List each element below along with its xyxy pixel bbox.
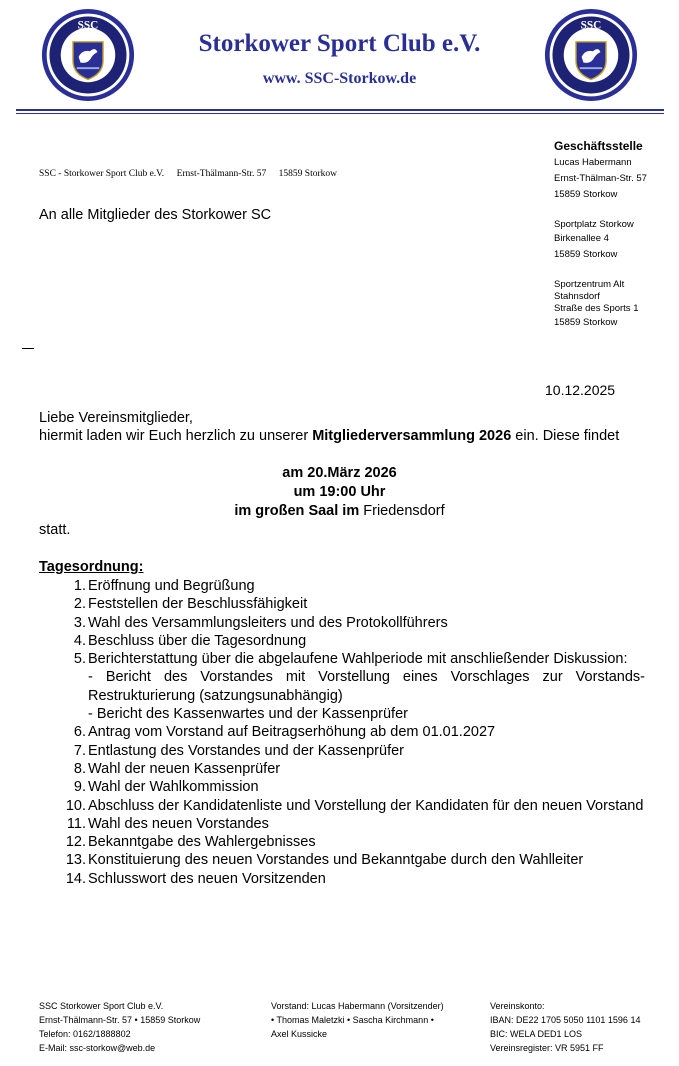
agenda-list (39, 577, 645, 888)
footer-phone: Telefon: 0162/1888802 (39, 1029, 131, 1039)
meeting-details (0, 464, 679, 521)
svg-text:SSC: SSC (77, 19, 99, 32)
intro-text: hiermit laden wir Euch herzlich zu unserer (39, 428, 313, 444)
sportzentrum-name: Sportzentrum Alt (554, 279, 625, 290)
sidebar-heading: Geschäftsstelle (554, 139, 643, 153)
footer-register: Vereinsregister: VR 5951 FF (490, 1043, 604, 1053)
agenda-title: Tagesordnung: (39, 559, 144, 575)
agenda-item: 3. Wahl des Versammlungsleiters und des Protokollführers (73, 614, 448, 631)
sportplatz-city: 15859 Storkow (554, 249, 618, 260)
agenda-item: 11. Wahl des neuen Vorstandes (66, 815, 269, 832)
footer-bank (490, 999, 640, 1055)
footer-board-line: Axel Kussicke (271, 1029, 328, 1039)
agenda-item: 5. Berichterstattung über die abgelaufene Wahlperiode mit anschließender Diskussion: - Bericht des Vorstandes mit Vorstellung eines Vorschlages zur Vorstands-Restrukturierung (satzungsunabhängig) - Bericht des Kassenwartes und der Kassenprüfer (73, 651, 645, 723)
recipient: An alle Mitglieder des Storkower SC (39, 207, 272, 223)
intro-text-end: ein. Diese findet (511, 428, 620, 444)
intro-bold: Mitgliederversammlung 2026 (312, 428, 512, 444)
meeting-time: um 19:00 Uhr (293, 484, 386, 500)
sportzentrum-street: Straße des Sports 1 (554, 303, 639, 314)
agenda-item: 4. Beschluss über die Tagesordnung (73, 632, 307, 649)
meeting-place (0, 502, 679, 521)
footer-board-line: • Thomas Maletzki • Sascha Kirchmann • (271, 1015, 434, 1025)
sportzentrum-name-2: Stahnsdorf (554, 291, 600, 302)
svg-text:SSC: SSC (580, 19, 602, 32)
agenda-item: 9. Wahl der Wahlkommission (73, 779, 259, 796)
footer-address (39, 999, 200, 1055)
sportplatz-name: Sportplatz Storkow (554, 219, 634, 230)
footer-email[interactable]: E-Mail: ssc-storkow@web.de (39, 1043, 156, 1053)
sender-city: 15859 Storkow (278, 169, 337, 179)
office-street: Ernst-Thälman-Str. 57 (554, 173, 647, 184)
letter-body (39, 409, 645, 445)
footer-bank-heading: Vereinskonto: (490, 1001, 545, 1011)
letter-date: 10.12.2025 (545, 382, 616, 398)
office-name: Lucas Habermann (554, 157, 632, 168)
footer-street: Ernst-Thälmann-Str. 57 • 15859 Storkow (39, 1015, 201, 1025)
sender-name: SSC - Storkower Sport Club e.V. (39, 169, 165, 179)
meeting-place-bold: im großen Saal im (234, 503, 360, 519)
club-url[interactable]: www. SSC-Storkow.de (262, 70, 417, 87)
office-sidebar (554, 138, 669, 331)
agenda-item: 6. Antrag vom Vorstand auf Beitragserhöhung ab dem 01.01.2027 (73, 724, 496, 741)
sender-line (39, 169, 347, 179)
agenda-item: 10. Abschluss der Kandidatenliste und Vorstellung der Kandidaten für den neuen Vorstand (65, 797, 644, 814)
statt-text: statt. (39, 522, 71, 538)
sportplatz-street: Birkenallee 4 (554, 233, 609, 244)
intro-line (39, 427, 645, 445)
footer-club-name: SSC Storkower Sport Club e.V. (39, 1001, 164, 1011)
meeting-date: am 20.März 2026 (282, 465, 397, 481)
agenda-item: 8. Wahl der neuen Kassenprüfer (73, 760, 281, 777)
header-rule-top (16, 109, 664, 111)
agenda-item: 14. Schlusswort des neuen Vorsitzenden (65, 870, 326, 887)
footer-iban: IBAN: DE22 1705 5050 1101 1596 14 (490, 1015, 641, 1025)
agenda-item: 7. Entlastung des Vorstandes und der Kassenprüfer (73, 742, 404, 759)
footer-bic: BIC: WELA DED1 LOS (490, 1029, 583, 1039)
header-rule-bottom (16, 113, 664, 114)
agenda-item: 13. Konstituierung des neuen Vorstandes und Bekanntgabe durch den Wahlleiter (65, 852, 584, 869)
sportzentrum-city: 15859 Storkow (554, 317, 618, 328)
agenda-item: 1. Eröffnung und Begrüßung (73, 578, 255, 594)
sender-street: Ernst-Thälmann-Str. 57 (176, 169, 267, 179)
office-city: 15859 Storkow (554, 189, 618, 200)
agenda-subitem: - Bericht des Kassenwartes und der Kassenprüfer (88, 706, 408, 723)
greeting: Liebe Vereinsmitglieder, (39, 410, 193, 426)
club-title: Storkower Sport Club e.V. (198, 30, 481, 57)
footer-board-line: Vorstand: Lucas Habermann (Vorsitzender) (271, 1001, 444, 1011)
footer-board (271, 999, 444, 1041)
agenda-item: 12. Bekanntgabe des Wahlergebnisses (65, 834, 316, 851)
agenda-item-text: Berichterstattung über die abgelaufene Wahlperiode mit anschließender Diskussion: (88, 651, 628, 668)
meeting-place-rest: Friedensdorf (359, 503, 445, 519)
agenda-subitem: - Bericht des Vorstandes mit Vorstellung eines Vorschlages zur Vorstands-Restrukturierung (satzungsunabhängig) (88, 669, 645, 704)
fold-mark (22, 348, 34, 349)
agenda-item: 2. Feststellen der Beschlussfähigkeit (73, 596, 308, 613)
